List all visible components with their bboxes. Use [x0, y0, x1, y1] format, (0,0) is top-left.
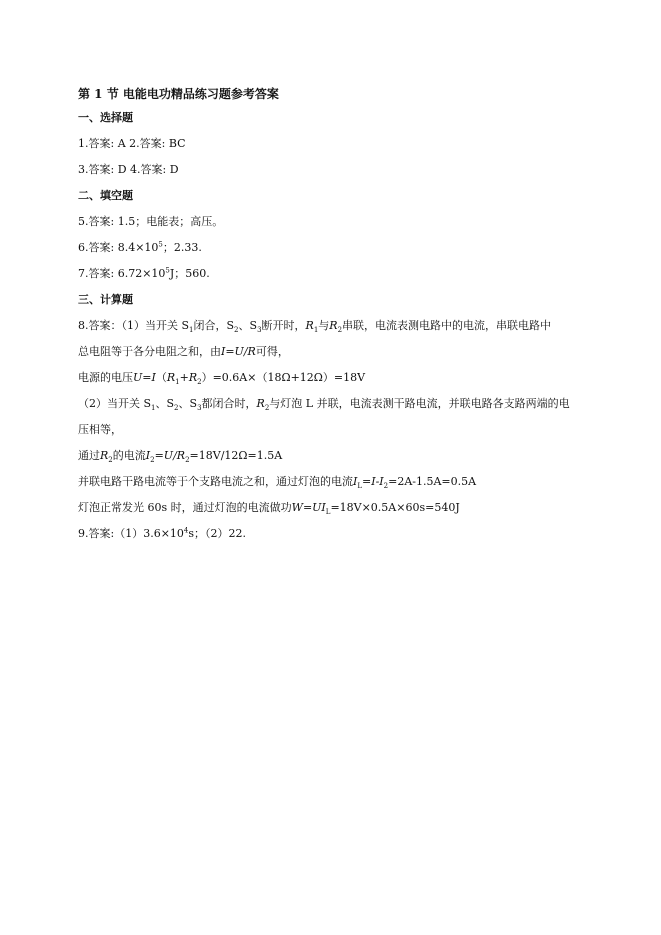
- subscript: 1: [175, 378, 180, 387]
- superscript: 4: [183, 526, 189, 535]
- formula: U=I: [133, 371, 156, 384]
- text-seg: +: [179, 371, 189, 384]
- text-seg: 都闭合时，: [201, 397, 257, 410]
- subscript: 1: [313, 326, 319, 335]
- subscript: 3: [257, 326, 262, 335]
- variable: I: [145, 449, 151, 462]
- answer-line-8-current: [78, 448, 598, 464]
- text-seg: 通过: [78, 449, 100, 462]
- answer-line-7: [78, 266, 598, 282]
- formula: =U/R: [154, 449, 186, 462]
- subscript: 1: [151, 404, 156, 413]
- text-seg: 断开时，: [261, 319, 306, 332]
- variable: R: [188, 371, 198, 384]
- subscript: 2: [234, 326, 239, 335]
- text-seg: 闭合，S: [193, 319, 235, 332]
- subscript: L: [357, 482, 363, 491]
- formula: W=UI: [291, 501, 326, 514]
- answer-6-rest: ；2.33.: [162, 241, 202, 254]
- answer-line-8-lamp-current: [78, 474, 598, 490]
- answer-7-text: 7.答案: 6.72×10: [78, 267, 166, 280]
- answer-line-1-2: 1.答案: A 2.答案: BC: [78, 137, 186, 150]
- answer-line-8-part2: [78, 344, 598, 360]
- text-seg: 9.答案:（1）3.6×10: [78, 527, 184, 540]
- text-seg: 电源的电压: [78, 371, 133, 384]
- subscript: 2: [108, 456, 113, 465]
- section-heading-choice: 一、选择题: [78, 111, 133, 124]
- text-seg: =2A-1.5A=0.5A: [388, 475, 477, 488]
- answer-line-6: [78, 240, 598, 256]
- document-title: 第 1 节 电能电功精品练习题参考答案: [78, 87, 279, 101]
- text-seg: （: [155, 371, 167, 384]
- formula: I=U/R: [221, 345, 256, 358]
- answer-line-8-voltage: [78, 370, 598, 386]
- text-seg: 8.答案：（1）当开关 S: [78, 319, 190, 332]
- answer-6-exponent: 5: [158, 240, 163, 249]
- subscript: 2: [383, 482, 389, 491]
- answer-7-exponent: 5: [165, 266, 170, 275]
- answer-line-3-4: 3.答案: D 4.答案: D: [78, 163, 179, 176]
- subscript: L: [325, 508, 331, 517]
- formula: =I-I: [362, 475, 384, 488]
- text-seg: 总电阻等于各分电阻之和，由: [78, 345, 221, 358]
- answer-line-8-part1: [78, 318, 598, 334]
- answer-line-9: [78, 526, 598, 542]
- text-seg: 、S: [238, 319, 258, 332]
- text-seg: （2）当开关 S: [78, 397, 152, 410]
- text-seg: 可得，: [255, 345, 289, 358]
- answer-line-5: 5.答案: 1.5；电能表；高压。: [78, 215, 224, 228]
- section-heading-fill: 二、填空题: [78, 189, 133, 202]
- text-seg: =18V×0.5A×60s=540J: [330, 501, 460, 514]
- section-heading-calc: 三、计算题: [78, 293, 133, 306]
- subscript: 3: [197, 404, 202, 413]
- text-seg: 并联电路干路电流等于个支路电流之和，通过灯泡的电流: [78, 475, 353, 488]
- subscript: 2: [150, 456, 155, 465]
- answer-line-8-work: [78, 500, 598, 516]
- text-seg: 与: [318, 319, 330, 332]
- text-seg: s；（2）22.: [188, 527, 247, 540]
- text-seg: ）=0.6A×（18Ω+12Ω）=18V: [201, 371, 366, 384]
- subscript: 2: [264, 404, 270, 413]
- variable: R: [329, 319, 338, 332]
- variable: R: [256, 397, 265, 410]
- text-seg: 、S: [155, 397, 175, 410]
- subscript: 2: [197, 378, 202, 387]
- answer-line-8-part4: 压相等，: [78, 423, 122, 436]
- variable: R: [305, 319, 314, 332]
- variable: I: [353, 475, 358, 488]
- variable: R: [166, 371, 176, 384]
- text-seg: 的电流: [112, 449, 146, 462]
- subscript: 2: [337, 326, 343, 335]
- subscript: 2: [174, 404, 179, 413]
- subscript: 1: [189, 326, 194, 335]
- text-seg: =18V/12Ω=1.5A: [189, 449, 283, 462]
- text-seg: 与灯泡 L 并联，电流表测干路电流，并联电路各支路两端的电: [269, 397, 570, 410]
- text-seg: 、S: [178, 397, 198, 410]
- text-seg: 串联，电流表测电路中的电流，串联电路中: [342, 319, 552, 332]
- text-seg: 灯泡正常发光 60s 时，通过灯泡的电流做功: [78, 501, 292, 514]
- answer-7-rest: J；560.: [169, 267, 210, 280]
- variable: R: [100, 449, 109, 462]
- answer-6-text: 6.答案: 8.4×10: [78, 241, 159, 254]
- subscript: 2: [185, 456, 190, 465]
- answer-line-8-part3: [78, 396, 598, 412]
